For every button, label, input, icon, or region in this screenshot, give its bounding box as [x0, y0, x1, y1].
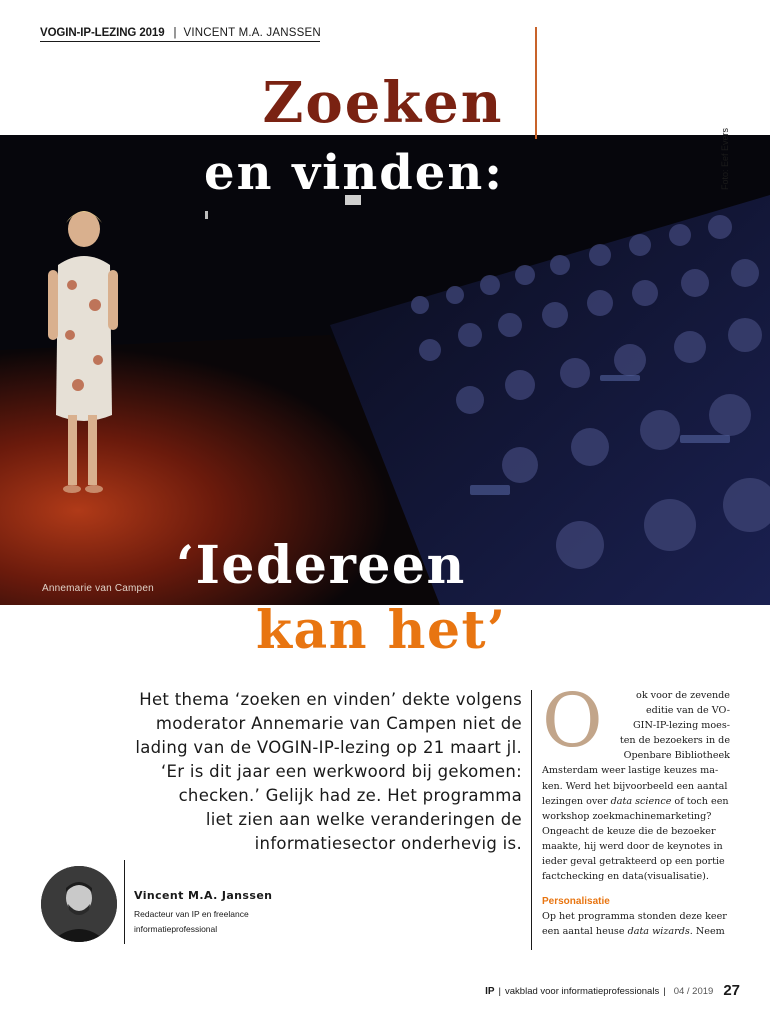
series-label: VOGIN-IP-LEZING 2019 — [40, 27, 165, 39]
lead-paragraph — [52, 688, 522, 856]
author-role-line: informatieprofessional — [134, 924, 218, 934]
body-emphasis: data wizards — [627, 926, 690, 938]
body-line: ok voor de zevende — [636, 690, 730, 701]
page-number: 27 — [723, 982, 740, 999]
author-divider — [124, 860, 125, 944]
body-line: Amsterdam weer lastige keuzes ma- — [542, 765, 719, 777]
quote-line-2: kan het’ — [256, 600, 507, 661]
lead-line: liet zien aan welke veranderingen de — [205, 810, 522, 829]
body-line: ten de bezoekers in de — [619, 735, 730, 747]
body-line: GIN-IP-lezing moes- — [632, 720, 730, 732]
header-separator: | — [173, 27, 177, 39]
body-line — [542, 924, 730, 939]
author-name: Vincent M.A. Janssen — [134, 889, 273, 902]
lead-line: moderator Annemarie van Campen niet de — [155, 714, 522, 733]
column-divider — [531, 690, 532, 950]
magazine-tagline: vakblad voor informatieprofessionals — [505, 986, 660, 997]
headline-line-2: en vinden: — [204, 145, 504, 201]
body-line: ieder geval getrakteerd op een portie — [542, 856, 725, 868]
lead-line: lading van de VOGIN-IP-lezing op 21 maart jl. — [135, 738, 522, 757]
lead-line: Het thema ‘zoeken en vinden’ dekte volgens — [139, 690, 522, 709]
body-text: een aantal heuse — [542, 926, 628, 938]
body-line: Openbare Bibliotheek — [623, 750, 730, 762]
lead-line: ‘Er is dit jaar een werkwoord bij gekomen: — [160, 762, 522, 781]
magazine-name: IP — [485, 986, 495, 997]
author-role — [134, 907, 254, 937]
page-footer: IP | vakblad voor informatieprofessionals | 04 / 2019 27 — [485, 982, 740, 999]
photo-caption: Annemarie van Campen — [42, 583, 154, 594]
body-text: lezingen over — [542, 795, 611, 807]
body-line: workshop zoekmachinemarketing? — [542, 810, 712, 822]
author-avatar — [41, 866, 117, 942]
body-line: editie van de VO- — [646, 705, 730, 717]
quote-line-1: ‘Iedereen — [176, 535, 466, 596]
issue-number: 04 / 2019 — [673, 986, 714, 997]
body-text: . Neem — [689, 926, 725, 938]
body-line: Ongeacht de keuze die de bezoeker — [542, 825, 716, 837]
body-line: maakte, hij werd door de keynotes in — [542, 840, 723, 852]
article-body — [542, 678, 730, 939]
body-line: Op het programma stonden deze keer — [542, 911, 727, 923]
headline-line-1: Zoeken — [262, 70, 504, 136]
drop-cap: O — [542, 678, 603, 764]
body-emphasis: data science — [610, 795, 672, 807]
section-subhead: Personalisatie — [542, 896, 610, 908]
body-line — [542, 794, 730, 809]
body-text: of toch een — [671, 795, 729, 807]
running-header — [40, 27, 320, 42]
body-line: factchecking en data(visualisatie). — [542, 871, 709, 883]
photo-credit: Foto: Eef Evers — [720, 127, 730, 190]
body-line: ken. Werd het bijvoorbeeld een aantal — [542, 780, 728, 792]
header-author: VINCENT M.A. JANSSEN — [183, 27, 321, 39]
lead-line: checken.’ Gelijk had ze. Het programma — [178, 786, 522, 805]
author-role-line: Redacteur van IP en freelance — [134, 909, 249, 919]
lead-line: informatiesector onderhevig is. — [254, 834, 522, 853]
